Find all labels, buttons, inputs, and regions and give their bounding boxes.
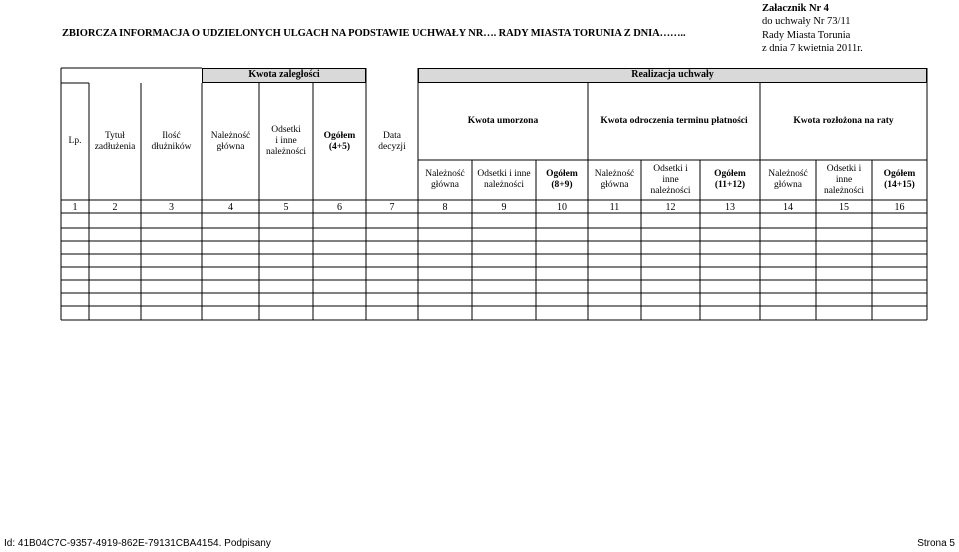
col-number: 9 [501,202,507,213]
col-lp: Lp. [68,136,82,146]
col-number: 7 [389,202,395,213]
col-number: 2 [112,202,118,213]
col-r-naleznosc: Należność główna [768,169,808,190]
attachment-line-4: z dnia 7 kwietnia 2011r. [762,42,863,54]
col-number: 1 [72,202,78,213]
col-number: 8 [442,202,448,213]
subgroup-kwota-odroczenia: Kwota odroczenia terminu płatności [600,116,748,126]
col-number: 5 [283,202,289,213]
col-naleznosc-glowna: Należność główna [210,130,251,152]
group-header-realizacja: Realizacja uchwały [418,68,927,83]
col-o-odsetki: Odsetki i inne należności [650,163,691,196]
attachment-line-1: Załacznik Nr 4 [762,3,829,14]
col-number: 13 [725,202,735,213]
col-ogolem: Ogółem (4+5) [323,130,356,152]
col-number: 3 [169,202,174,213]
col-o-ogolem: Ogółem (11+12) [714,169,746,190]
col-number: 12 [665,202,676,213]
document-id-footer: Id: 41B04C7C-9357-4919-862E-79131CBA4154. Podpisany [4,538,271,549]
col-u-naleznosc: Należność główna [425,169,465,190]
page-number-footer: Strona 5 [917,538,955,549]
col-r-odsetki: Odsetki i inne należności [823,163,865,196]
col-r-ogolem: Ogółem (14+15) [883,169,916,190]
col-tytul: Tytuł zadłużenia [94,130,136,152]
attachment-line-3: Rady Miasta Torunia [762,29,851,41]
group-header-kwota-zaleglosci: Kwota zaległości [202,68,366,83]
col-number: 15 [839,202,849,213]
document-title: ZBIORCZA INFORMACJA O UDZIELONYCH ULGACH NA PODSTAWIE UCHWAŁY NR…. RADY MIASTA TORUNIA Z DNIA…….. [62,28,686,39]
col-number: 16 [894,202,905,213]
col-o-naleznosc: Należność główna [594,169,635,190]
col-ilosc: Ilość dłużników [151,130,192,152]
col-u-ogolem: Ogółem (8+9) [546,169,578,190]
col-odsetki: Odsetki i inne należności [265,125,307,157]
col-data-decyzji: Data decyzji [378,130,406,152]
subgroup-kwota-rozlozona: Kwota rozłożona na raty [793,116,894,126]
col-u-odsetki: Odsetki i inne należności [477,169,531,190]
col-number: 4 [228,202,233,213]
col-number: 10 [557,202,567,213]
col-number: 14 [783,202,793,213]
attachment-line-2: do uchwały Nr 73/11 [762,16,851,28]
col-number: 11 [609,202,620,213]
col-number: 6 [337,202,342,213]
subgroup-kwota-umorzona: Kwota umorzona [467,116,539,126]
